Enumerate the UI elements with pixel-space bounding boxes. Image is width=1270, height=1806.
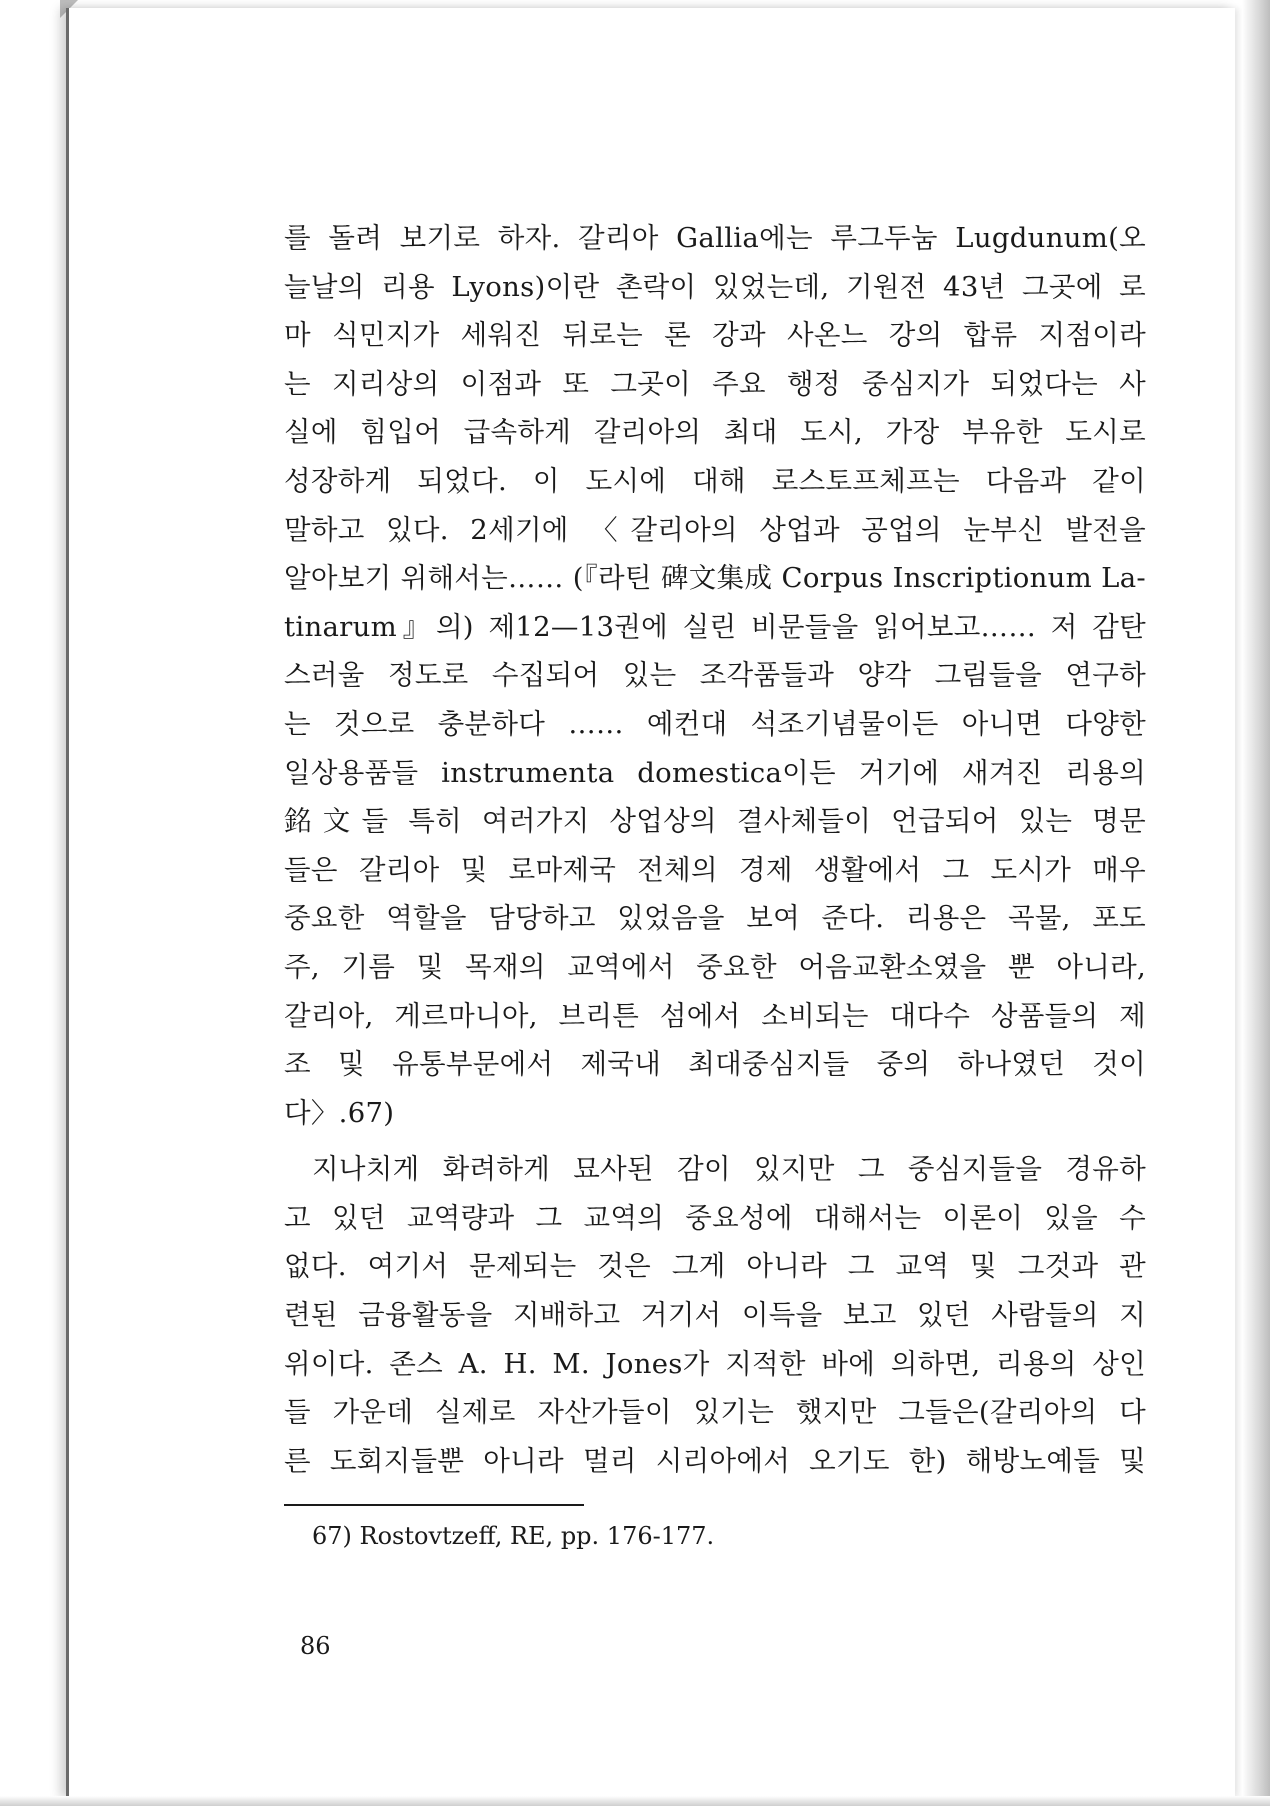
text-line: 마 식민지가 세워진 뒤로는 론 강과 사온느 강의 합류 지점이라 <box>284 319 1146 352</box>
text-line: 고 있던 교역량과 그 교역의 중요성에 대해서는 이론이 있을 수 <box>284 1201 1146 1234</box>
text-line: 른 도회지들뿐 아니라 멀리 시리아에서 오기도 한) 해방노예들 및 <box>284 1444 1146 1477</box>
text-line: 위이다. 존스 A. H. M. Jones가 지적한 바에 의하면, 리용의 상인 <box>284 1347 1146 1380</box>
text-line: 스러울 정도로 수집되어 있는 조각품들과 양각 그림들을 연구하 <box>284 659 1146 692</box>
body-text <box>284 214 1146 1485</box>
text-line: 성장하게 되었다. 이 도시에 대해 로스토프체프는 다음과 같이 <box>284 464 1146 497</box>
text-line-indent: 지나치게 화려하게 묘사된 감이 있지만 그 중심지들을 경유하 <box>312 1153 1146 1186</box>
text-line: 없다. 여기서 문제되는 것은 그게 아니라 그 교역 및 그것과 관 <box>284 1250 1146 1283</box>
text-line: 중요한 역할을 담당하고 있었음을 보여 준다. 리용은 곡물, 포도 <box>284 902 1146 935</box>
text-line: 늘날의 리용 Lyons)이란 촌락이 있었는데, 기원전 43년 그곳에 로 <box>284 270 1146 303</box>
text-line: 일상용품들 instrumenta domestica이든 거기에 새겨진 리용의 <box>284 756 1146 789</box>
text-line: 실에 힘입어 급속하게 갈리아의 최대 도시, 가장 부유한 도시로 <box>284 416 1146 449</box>
text-line: 주, 기름 및 목재의 교역에서 중요한 어음교환소였을 뿐 아니라, <box>284 950 1146 983</box>
footnote-rule <box>284 1504 584 1506</box>
text-line: tinarum』의) 제12—13권에 실린 비문들을 읽어보고…… 저 감탄 <box>284 610 1146 643</box>
text-line: 를 돌려 보기로 하자. 갈리아 Gallia에는 루그두눔 Lugdunum(오 <box>284 222 1146 254</box>
page-right-shadow <box>1242 0 1270 1806</box>
text-line: 들은 갈리아 및 로마제국 전체의 경제 생활에서 그 도시가 매우 <box>284 853 1146 886</box>
text-line: 銘文들 특히 여러가지 상업상의 결사체들이 언급되어 있는 명문 <box>284 805 1146 838</box>
text-line: 들 가운데 실제로 자산가들이 있기는 했지만 그들은(갈리아의 다 <box>284 1396 1146 1429</box>
text-line: 알아보기 위해서는…… (『라틴 碑文集成 Corpus Inscriptionum La- <box>284 562 1146 595</box>
text-line: 다〉.67) <box>284 1096 395 1129</box>
text-line: 조 및 유통부문에서 제국내 최대중심지들 중의 하나였던 것이 <box>284 1048 1146 1081</box>
page-number: 86 <box>300 1632 331 1660</box>
text-line: 말하고 있다. 2세기에 〈갈리아의 상업과 공업의 눈부신 발전을 <box>284 513 1146 546</box>
paragraph-gap <box>284 1137 1146 1145</box>
text-line: 는 지리상의 이점과 또 그곳이 주요 행정 중심지가 되었다는 사 <box>284 367 1146 400</box>
footnote: 67) Rostovtzeff, RE, pp. 176-177. <box>312 1522 715 1550</box>
text-line: 련된 금융활동을 지배하고 거기서 이득을 보고 있던 사람들의 지 <box>284 1299 1146 1332</box>
text-line: 는 것으로 충분하다 …… 예컨대 석조기념물이든 아니면 다양한 <box>284 707 1146 740</box>
text-line: 갈리아, 게르마니아, 브리튼 섬에서 소비되는 대다수 상품들의 제 <box>284 999 1146 1032</box>
page-bottom-shadow <box>0 1796 1270 1806</box>
